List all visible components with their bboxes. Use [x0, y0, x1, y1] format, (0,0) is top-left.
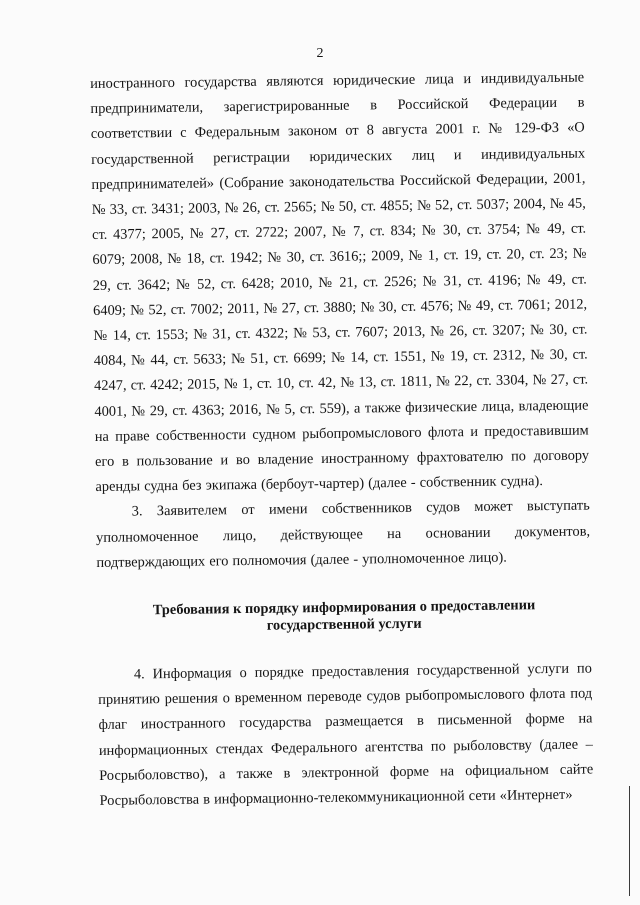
document-body: [90, 66, 594, 815]
page-number: 2: [316, 46, 324, 61]
section-heading: Требования к порядку информирования о предоставлении государственной услуги: [152, 597, 536, 634]
paragraph-3: 3. Заявителем от имени собственников судов может выступать уполномоченное лицо, действующее на основании документов, подтверждающих его полномочия (далее - уполномоченное лицо).: [95, 497, 591, 571]
paragraph-4: 4. Информация о порядке предоставления государственной услуги по принятию решения о временном переводе судов рыбопромыслового флота под флаг иностранного государства размещается в письменной форме на информационных стендах Федерального агентства по рыболовству (далее – Росрыболовство), а также в электронной форме на официальном сайте Росрыболовства в информационно-телекоммуникационной сети «Интернет»: [98, 660, 594, 810]
scan-edge-line: [629, 786, 630, 896]
paragraph-2-continuation: иностранного государства являются юридические лица и индивидуальные предприниматели, зарегистрированные в Российской Федерации в соответствии с Федеральным законом от 8 августа 2001 г. № 129-ФЗ «О государственной регистрации юридических лиц и индивидуальных предпринимателей» (Собрание законодательства Российской Федерации, 2001, № 33, ст. 3431; 2003, № 26, ст. 2565; № 50, ст. 4855; № 52, ст. 5037; 2004, № 45, ст. 4377; 2005, № 27, ст. 2722; 2007, № 7, ст. 834; № 30, ст. 3754; № 49, ст. 6079; 2008, № 18, ст. 1942; № 30, ст. 3616;; 2009, № 1, ст. 19, ст. 20, ст. 23; № 29, ст. 3642; № 52, ст. 6428; 2010, № 21, ст. 2526; № 31, ст. 4196; № 49, ст. 6409; № 52, ст. 7002; 2011, № 27, ст. 3880; № 30, ст. 4576; № 49, ст. 7061; 2012, № 14, ст. 1553; № 31, ст. 4322; № 53, ст. 7607; 2013, № 26, ст. 3207; № 30, ст. 4084, № 44, ст. 5633; № 51, ст. 6699; № 14, ст. 1551, № 19, ст. 2312, № 30, ст. 4247, ст. 4242; 2015, № 1, ст. 10, ст. 42, № 13, ст. 1811, № 22, ст. 3304, № 27, ст. 4001, № 29, ст. 4363; 2016, № 5, ст. 559), а также физические лица, владеющие на праве собственности судном рыбопромыслового флота и предоставившим его в пользование и во владение иностранному фрахтователю по договору аренды судна без экипажа (бербоут-чартер) (далее - собственник судна).: [90, 69, 590, 496]
